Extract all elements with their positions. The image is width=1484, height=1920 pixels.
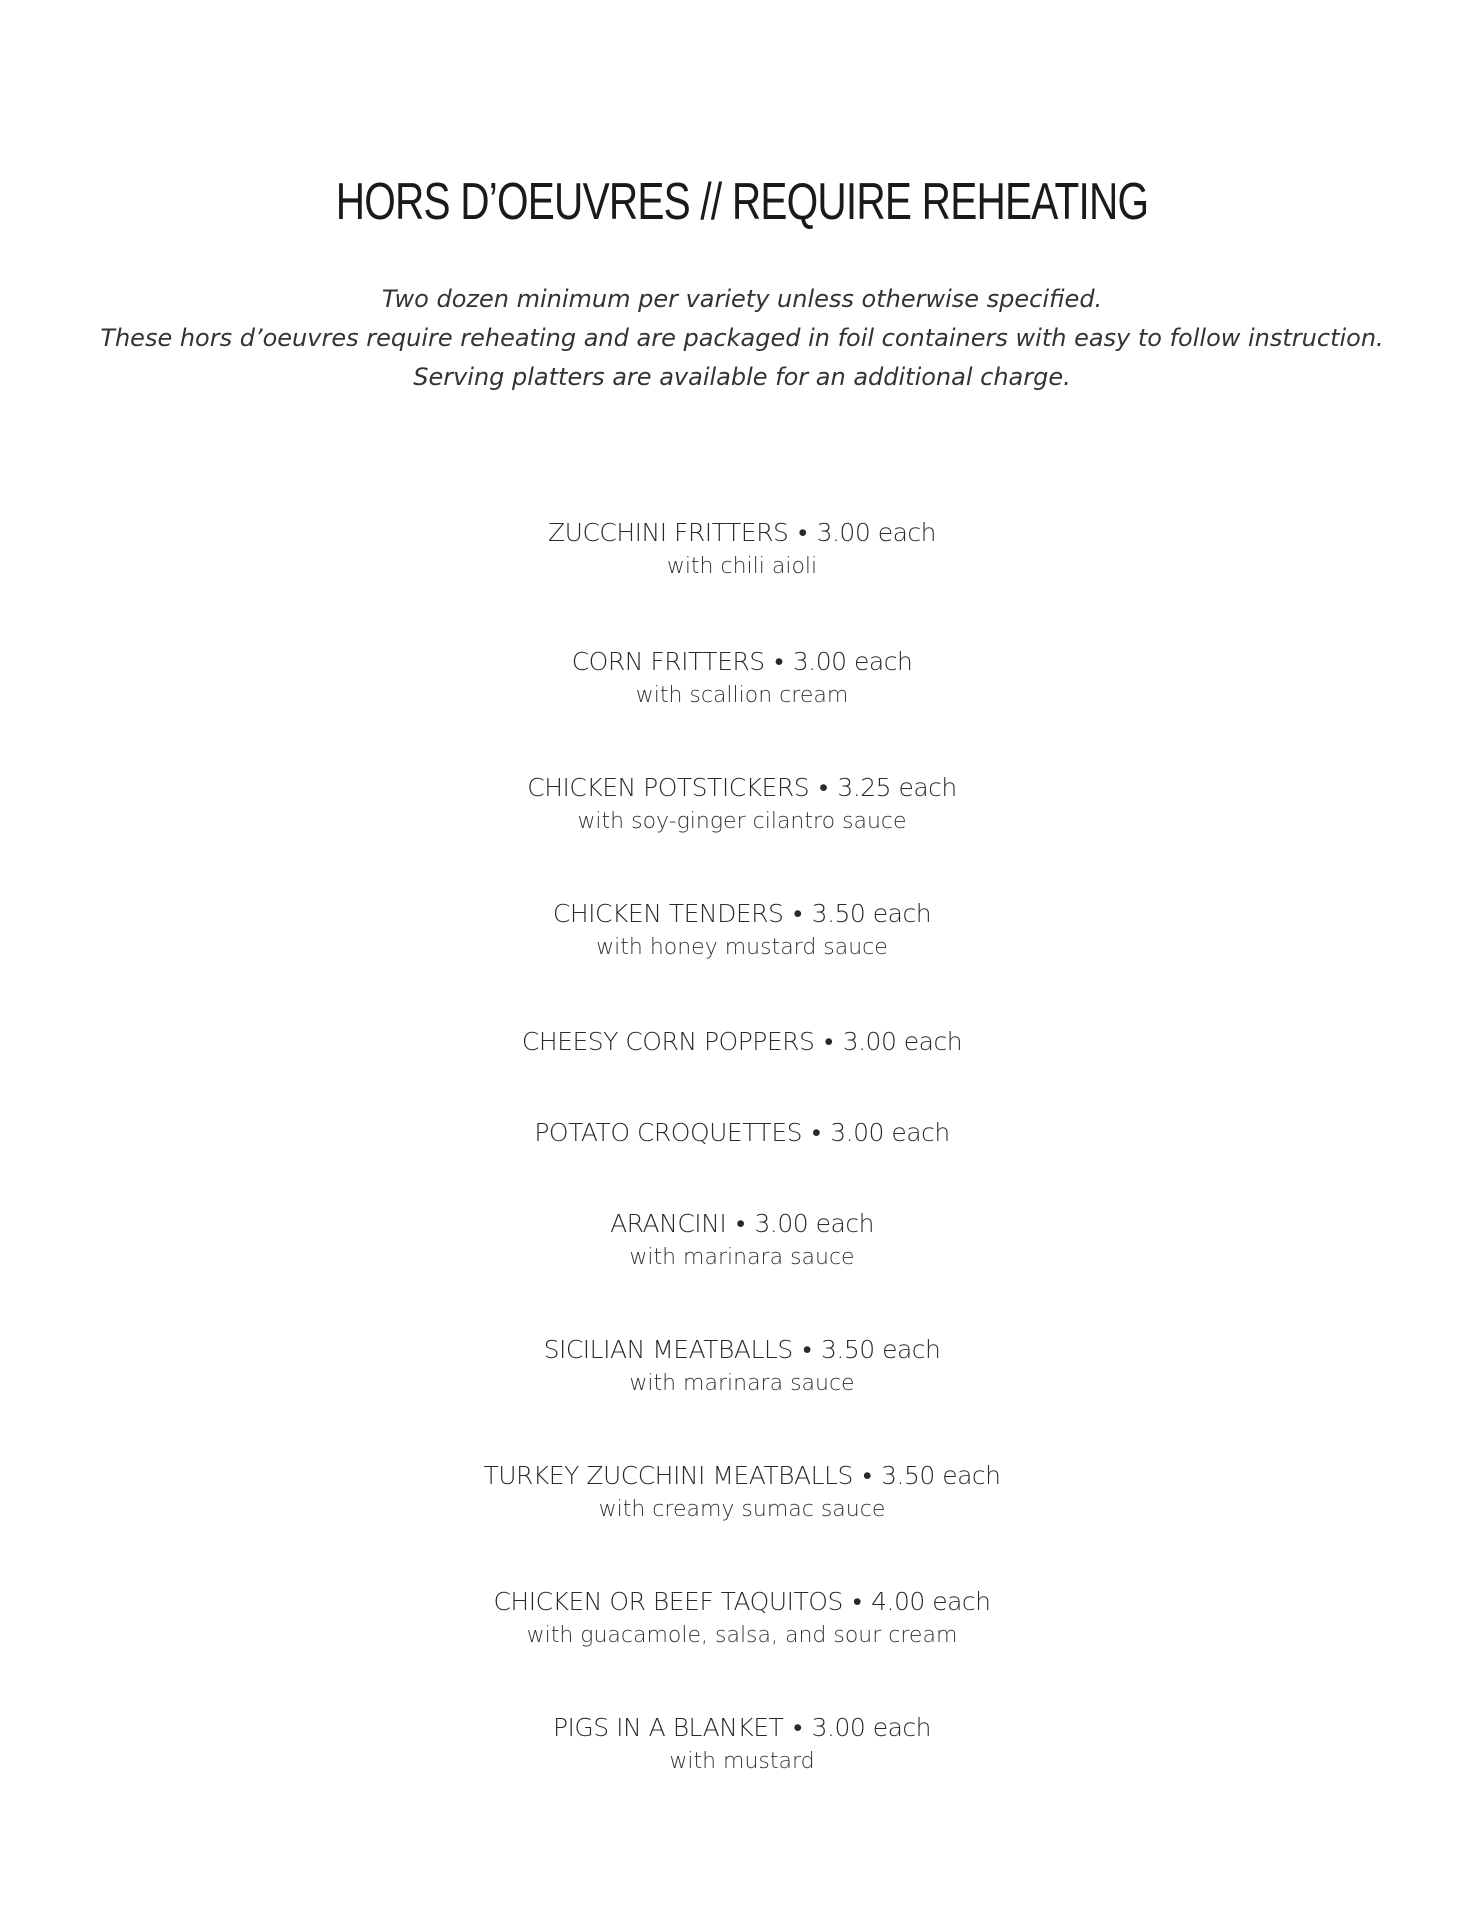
bullet-separator: • <box>736 1209 745 1238</box>
menu-item-description: with guacamole, salsa, and sour cream <box>526 1623 958 1648</box>
menu-item-name: TURKEY ZUCCHINI MEATBALLS <box>483 1461 853 1490</box>
menu-item-price: 3.00 each <box>816 518 936 547</box>
bullet-separator: • <box>793 899 802 928</box>
menu-item-description: with chili aioli <box>666 554 818 579</box>
menu-item-price: 4.00 each <box>871 1587 991 1616</box>
menu-item <box>0 1711 1484 1779</box>
bullet-separator: • <box>793 1713 802 1742</box>
menu-item <box>0 645 1484 713</box>
menu-item <box>0 897 1484 965</box>
menu-item-title <box>0 1711 1484 1745</box>
menu-item-price: 3.00 each <box>811 1713 931 1742</box>
intro-line: Two dozen minimum per variety unless otherwise specified. <box>381 285 1103 313</box>
menu-item <box>0 1025 1484 1059</box>
menu-item-title <box>0 897 1484 931</box>
menu-item-description: with honey mustard sauce <box>596 935 888 960</box>
bullet-separator: • <box>824 1027 833 1056</box>
menu-item-title <box>0 1333 1484 1367</box>
bullet-separator: • <box>774 647 783 676</box>
bullet-separator: • <box>852 1587 862 1616</box>
menu-item-price: 3.00 each <box>830 1118 950 1147</box>
menu-item-price: 3.50 each <box>881 1461 1001 1490</box>
menu-item-name: CHICKEN OR BEEF TAQUITOS <box>493 1587 843 1616</box>
menu-item <box>0 1116 1484 1150</box>
menu-item <box>0 1459 1484 1527</box>
menu-item-description: with mustard <box>669 1749 815 1774</box>
menu-item-description: with soy-ginger cilantro sauce <box>577 809 907 834</box>
menu-item <box>0 771 1484 839</box>
page-title: HORS D’OEUVRES // REQUIRE REHEATING <box>335 173 1149 231</box>
bullet-separator: • <box>812 1118 821 1147</box>
intro-line: These hors d’oeuvres require reheating and are packaged in foil containers with easy to follow instruction. <box>100 324 1384 352</box>
menu-item-name: CHICKEN TENDERS <box>552 899 784 928</box>
menu-item-description: with marinara sauce <box>629 1245 855 1270</box>
bullet-separator: • <box>862 1461 872 1490</box>
menu-item-name: ZUCCHINI FRITTERS <box>548 518 789 547</box>
menu-item-name: CORN FRITTERS <box>571 647 765 676</box>
menu-item-title <box>0 1116 1484 1150</box>
menu-item-title <box>0 516 1484 550</box>
menu-item-title <box>0 1207 1484 1241</box>
menu-item-description: with creamy sumac sauce <box>598 1497 886 1522</box>
intro-text <box>0 280 1484 397</box>
menu-item-description: with marinara sauce <box>629 1371 855 1396</box>
menu-item <box>0 1333 1484 1401</box>
menu-item-price: 3.00 each <box>792 647 913 676</box>
menu-item-price: 3.50 each <box>820 1335 941 1364</box>
menu-item-name: PIGS IN A BLANKET <box>552 1713 784 1742</box>
menu-item <box>0 1207 1484 1275</box>
menu-item-price: 3.25 each <box>837 773 957 802</box>
menu-item-title <box>0 645 1484 679</box>
menu-item <box>0 516 1484 584</box>
bullet-separator: • <box>819 773 828 802</box>
menu-item-title <box>0 1459 1484 1493</box>
menu-item-price: 3.00 each <box>754 1209 874 1238</box>
menu-item-price: 3.50 each <box>811 899 932 928</box>
menu-item-name: CHICKEN POTSTICKERS <box>527 773 810 802</box>
menu-item-name: ARANCINI <box>610 1209 727 1238</box>
menu-item-name: CHEESY CORN POPPERS <box>521 1027 815 1056</box>
menu-item-title <box>0 1585 1484 1619</box>
menu-item-title <box>0 771 1484 805</box>
menu-item-description: with scallion cream <box>635 683 849 708</box>
bullet-separator: • <box>798 518 807 547</box>
menu-item-title <box>0 1025 1484 1059</box>
menu-item-name: POTATO CROQUETTES <box>534 1118 802 1147</box>
bullet-separator: • <box>802 1335 811 1364</box>
menu-item <box>0 1585 1484 1653</box>
intro-line: Serving platters are available for an additional charge. <box>413 363 1071 391</box>
menu-item-name: SICILIAN MEATBALLS <box>543 1335 793 1364</box>
menu-item-price: 3.00 each <box>842 1027 963 1056</box>
